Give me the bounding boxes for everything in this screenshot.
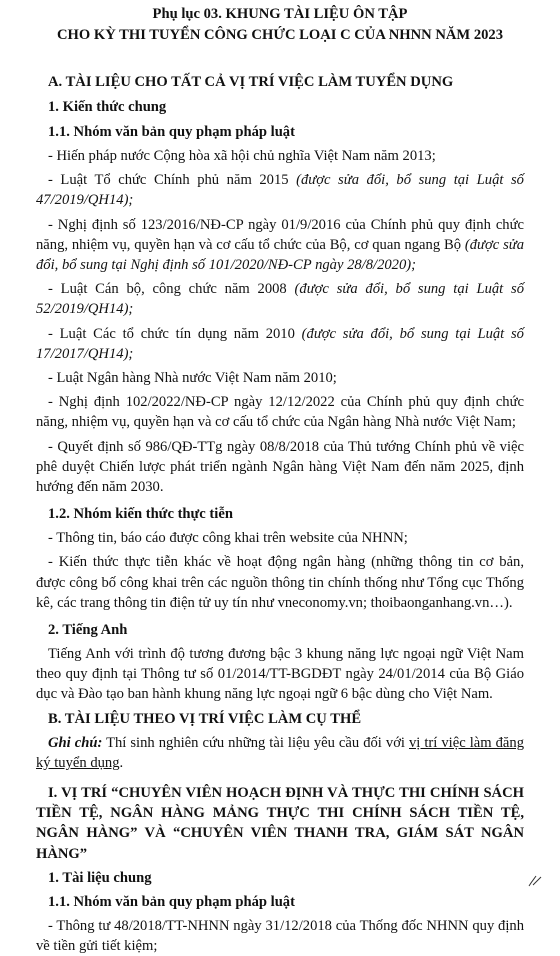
list-item: - Kiến thức thực tiễn khác về hoạt động ngân hàng (những thông tin cơ bản, được công bố công khai trên các nguồn thông tin chính thống như Tổng cục Thống kê, các trang thông tin điện tử uy tín như vneconomy.vn; thoibaonganhang.vn…). xyxy=(36,554,524,611)
list-item: - Nghị định 102/2022/NĐ-CP ngày 12/12/2022 của Chính phủ quy định chức năng, nhiệm vụ, quyền hạn và cơ cấu tổ chức của Ngân hàng Nhà nước Việt Nam; xyxy=(36,394,524,431)
list-item: - Nghị định số 123/2016/NĐ-CP ngày 01/9/2016 của Chính phủ quy định chức năng, nhiệm vụ, quyền hạn và cơ cấu tổ chức của Bộ, cơ quan ngang Bộ (được sửa đổi, bổ sung tại Nghị định số 101/2020/NĐ-CP ngày 28/8/2020); xyxy=(36,216,525,274)
section-a-1-heading: 1. Kiến thức chung xyxy=(48,99,167,115)
section-i-1-1-heading: 1.1. Nhóm văn bản quy phạm pháp luật xyxy=(48,893,295,910)
section-a-heading: A. TÀI LIỆU CHO TẤT CẢ VỊ TRÍ VIỆC LÀM TUYỂN DỤNG xyxy=(48,74,454,90)
list-item: - Luật Cán bộ, công chức năm 2008 (được sửa đổi, bổ sung tại Luật số 52/2019/QH14); xyxy=(36,281,524,318)
section-a-1-2-heading: 1.2. Nhóm kiến thức thực tiễn xyxy=(48,506,233,523)
document-body xyxy=(36,72,524,956)
note-link-text: vị trí việc làm đăng ký tuyển dụng xyxy=(36,734,524,771)
section-a-1-1-heading: 1.1. Nhóm văn bản quy phạm pháp luật xyxy=(48,124,295,140)
list-item: - Hiến pháp nước Cộng hòa xã hội chủ nghĩa Việt Nam năm 2013; xyxy=(48,148,436,164)
list-item: - Luật Ngân hàng Nhà nước Việt Nam năm 2010; xyxy=(48,370,337,387)
title-line-1: Phụ lục 03. KHUNG TÀI LIỆU ÔN TẬP xyxy=(152,6,408,22)
initial-mark-icon xyxy=(528,875,542,887)
list-item: - Luật Tổ chức Chính phủ năm 2015 (được sửa đổi, bổ sung tại Luật số 47/2019/QH14); xyxy=(36,172,524,209)
list-item: - Quyết định số 986/QĐ-TTg ngày 08/8/2018 của Thủ tướng Chính phủ về việc phê duyệt Chiến lược phát triển ngành Ngân hàng Việt Nam đến năm 2025, định hướng đến năm 2030. xyxy=(36,438,524,496)
section-i-heading: I. VỊ TRÍ “CHUYÊN VIÊN HOẠCH ĐỊNH VÀ THỰC THI CHÍNH SÁCH TIỀN TỆ, NGÂN HÀNG MẢNG THỰC THI CHÍNH SÁCH TIỀN TỆ, NGÂN HÀNG” VÀ “CHUYÊN VIÊN THANH TRA, GIÁM SÁT NGÂN HÀNG” xyxy=(36,785,524,862)
english-requirement-text: Tiếng Anh với trình độ tương đương bậc 3 khung năng lực ngoại ngữ Việt Nam theo quy định tại Thông tư số 01/2014/TT-BGDĐT ngày 24/01/2014 của Bộ Giáo dục và Đào tạo ban hành khung năng lực ngoại ngữ 6 bậc dùng cho Việt Nam. xyxy=(36,646,524,703)
list-item: - Luật Các tổ chức tín dụng năm 2010 (được sửa đổi, bổ sung tại Luật số 17/2017/QH14); xyxy=(36,325,524,362)
list-item: - Thông tư 48/2018/TT-NHNN ngày 31/12/2018 của Thống đốc NHNN quy định về tiền gửi tiết kiệm; xyxy=(36,917,524,955)
list-item: - Thông tin, báo cáo được công khai trên website của NHNN; xyxy=(48,530,408,547)
section-i-1-heading: 1. Tài liệu chung xyxy=(48,869,152,886)
title-line-2: CHO KỲ THI TUYỂN CÔNG CHỨC LOẠI C CỦA NHNN NĂM 2023 xyxy=(56,27,504,43)
section-b-heading: B. TÀI LIỆU THEO VỊ TRÍ VIỆC LÀM CỤ THỂ xyxy=(48,710,362,727)
section-a-2-heading: 2. Tiếng Anh xyxy=(48,622,128,639)
document-title xyxy=(0,4,560,45)
note-label: Ghi chú: xyxy=(48,734,103,751)
note-paragraph: Ghi chú: Thí sinh nghiên cứu những tài liệu yêu cầu đối với vị trí việc làm đăng ký tuyển dụng. xyxy=(36,734,524,771)
